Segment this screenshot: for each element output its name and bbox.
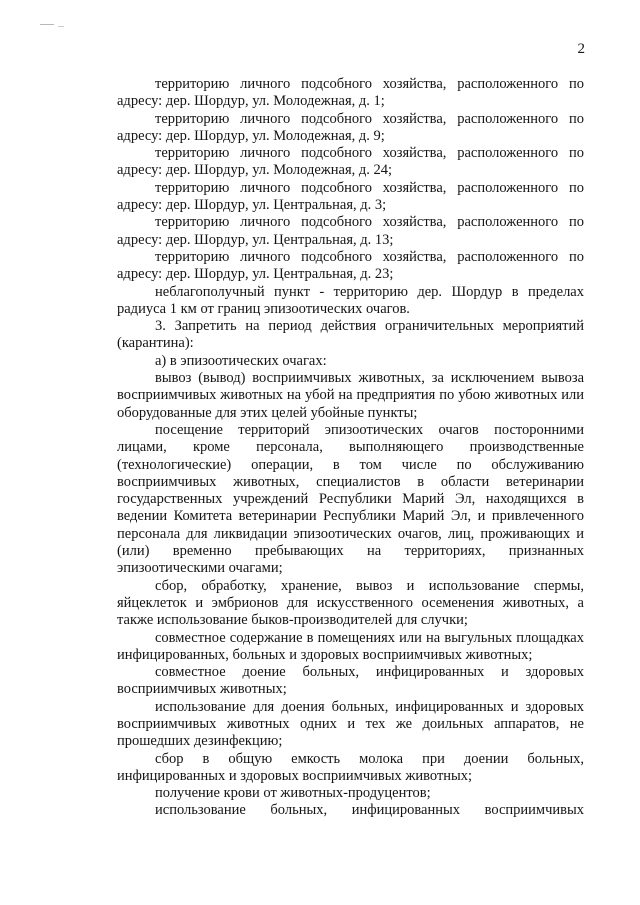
paragraph-ban-sperm: сбор, обработку, хранение, вывоз и использование спермы, яйцеклеток и эмбрионов для искусственного осеменения животных, а также использование быков-производителей для случки; <box>117 577 584 629</box>
document-body <box>117 76 584 820</box>
paragraph-household-1: территорию личного подсобного хозяйства, расположенного по адресу: дер. Шордур, ул. Молодежная, д. 1; <box>117 76 584 110</box>
paragraph-household-2: территорию личного подсобного хозяйства, расположенного по адресу: дер. Шордур, ул. Молодежная, д. 9; <box>117 110 584 144</box>
paragraph-section-3: 3. Запретить на период действия ограничительных мероприятий (карантина): <box>117 318 584 352</box>
scan-artifact <box>58 26 64 27</box>
paragraph-household-4: территорию личного подсобного хозяйства, расположенного по адресу: дер. Шордур, ул. Центральная, д. 3; <box>117 179 584 214</box>
paragraph-unfavorable-point: неблагополучный пункт - территорию дер. Шордур в пределах радиуса 1 км от границ эпизоотических очагов. <box>117 283 584 317</box>
paragraph-ban-milking-machines: использование для доения больных, инфицированных и здоровых восприимчивых животных одних и тех же доильных аппаратов, не прошедших дезинфекцию; <box>117 698 584 750</box>
paragraph-ban-use-continued: использование больных, инфицированных восприимчивых <box>155 802 584 819</box>
paragraph-household-5: территорию личного подсобного хозяйства, расположенного по адресу: дер. Шордур, ул. Центральная, д. 13; <box>117 214 584 248</box>
page-number: 2 <box>577 41 585 57</box>
paragraph-household-6: территорию личного подсобного хозяйства, расположенного по адресу: дер. Шордур, ул. Центральная, д. 23; <box>117 248 584 283</box>
paragraph-ban-milk-collection: сбор в общую емкость молока при доении больных, инфицированных и здоровых восприимчивых животных; <box>117 750 584 784</box>
paragraph-ban-joint-milking: совместное доение больных, инфицированных и здоровых восприимчивых животных; <box>117 664 584 698</box>
paragraph-ban-joint-keeping: совместное содержание в помещениях или на выгульных площадках инфицированных, больных и здоровых восприимчивых животных; <box>117 629 584 663</box>
paragraph-subsection-a: а) в эпизоотических очагах: <box>155 352 327 369</box>
paragraph-ban-visits: посещение территорий эпизоотических очагов посторонними лицами, кроме персонала, выполняющего производственные (технологические) операции, в том числе по обслуживанию восприимчивых животных, специалистов в области ветеринарии государственных учреждений Республики Марий Эл, находящихся в ведении Комитета ветеринарии Республики Марий Эл, и привлеченного персонала для ликвидации эпизоотических очагов, лиц, проживающих и (или) временно пребывающих на территориях, признанных эпизоотическими очагами; <box>117 421 584 577</box>
paragraph-ban-blood: получение крови от животных-продуцентов; <box>155 785 431 802</box>
paragraph-household-3: территорию личного подсобного хозяйства, расположенного по адресу: дер. Шордур, ул. Молодежная, д. 24; <box>117 145 584 179</box>
scan-artifact <box>40 24 54 25</box>
paragraph-ban-export: вывоз (вывод) восприимчивых животных, за исключением вывоза восприимчивых животных на убой на предприятия по убою животных или оборудованные для этих целей убойные пункты; <box>117 370 584 421</box>
